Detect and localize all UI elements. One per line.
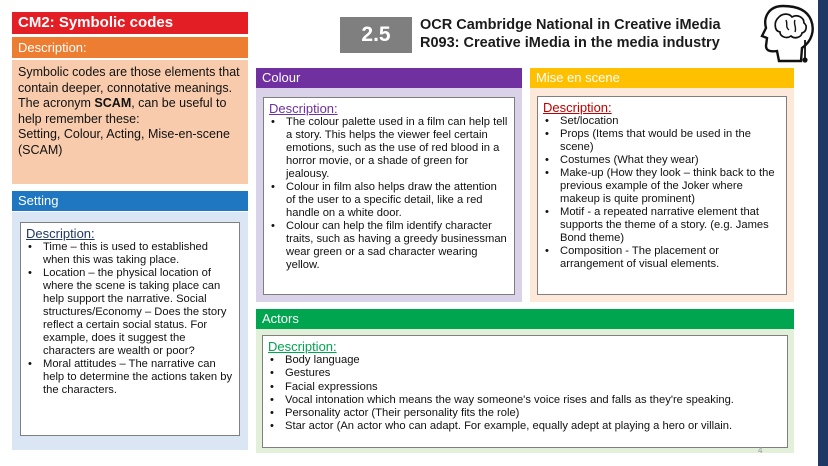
setting-list bbox=[26, 241, 234, 397]
mise-description-heading: Description: bbox=[543, 100, 612, 115]
scam-acronym: SCAM bbox=[94, 96, 132, 110]
list-item: • Set/location bbox=[543, 115, 781, 128]
actors-heading: Actors bbox=[256, 309, 794, 329]
list-item: • Colour can help the film identify character traits, such as having a greedy businessman wear green or a sad character wearing yellow. bbox=[269, 220, 509, 272]
setting-heading: Setting bbox=[12, 191, 248, 211]
intro-description-heading: Description: bbox=[12, 37, 248, 58]
actors-list bbox=[268, 354, 782, 434]
list-item: • Star actor (An actor who can adapt. For example, equally adept at playing a hero or villain. bbox=[268, 420, 782, 433]
list-item: • Make-up (How they look – think back to the previous example of the Joker where makeup is quite prominent) bbox=[543, 167, 781, 206]
page-title: CM2: Symbolic codes bbox=[12, 12, 248, 34]
course-title-line-1: OCR Cambridge National in Creative iMedia bbox=[420, 17, 721, 33]
colour-heading: Colour bbox=[256, 68, 522, 88]
list-item: • Location – the physical location of where the scene is taking place can help support the narrative. Social structures/Economy – Does the story reflect a certain social status. For example, does it suggest the characters are wealth or poor? bbox=[26, 267, 234, 358]
intro-description-body bbox=[12, 60, 248, 184]
intro-line-2 bbox=[18, 96, 242, 127]
actors-content bbox=[262, 335, 788, 448]
setting-description-heading: Description: bbox=[26, 226, 95, 241]
mise-en-scene-content bbox=[537, 96, 787, 295]
list-item: • Gestures bbox=[268, 367, 782, 380]
list-item: • Costumes (What they wear) bbox=[543, 154, 781, 167]
colour-list bbox=[269, 116, 509, 272]
list-item: • Facial expressions bbox=[268, 381, 782, 394]
list-item: • Composition - The placement or arrangement of visual elements. bbox=[543, 245, 781, 271]
page-number: 4 bbox=[758, 446, 763, 455]
colour-description-heading: Description: bbox=[269, 101, 338, 116]
list-item: • Personality actor (Their personality fits the role) bbox=[268, 407, 782, 420]
right-edge-bar bbox=[818, 0, 828, 466]
head-brain-icon bbox=[757, 0, 819, 68]
list-item: • The colour palette used in a film can help tell a story. This helps the viewer feel certain emotions, such as the use of red blood in a horror movie, or a shade of green for jealousy. bbox=[269, 116, 509, 181]
intro-line-3: Setting, Colour, Acting, Mise-en-scene (SCAM) bbox=[18, 127, 230, 157]
actors-description-heading: Description: bbox=[268, 339, 337, 354]
list-item: • Time – this is used to established when this was taking place. bbox=[26, 241, 234, 267]
list-item: • Moral attitudes – The narrative can help to determine the actions taken by the characters. bbox=[26, 358, 234, 397]
setting-content bbox=[20, 222, 240, 436]
list-item: • Body language bbox=[268, 354, 782, 367]
intro-line-1: Symbolic codes are those elements that contain deeper, connotative meanings. bbox=[18, 65, 240, 95]
course-title bbox=[420, 16, 721, 52]
intro-line-2-pre: The acronym bbox=[18, 96, 95, 110]
intro-line-2-post: , can be useful to help remember these: bbox=[18, 96, 227, 126]
list-item: • Motif - a repeated narrative element that supports the theme of a story. (e.g. James Bond theme) bbox=[543, 206, 781, 245]
unit-badge: 2.5 bbox=[340, 17, 412, 53]
course-title-line-2: R093: Creative iMedia in the media industry bbox=[420, 35, 720, 51]
list-item: • Colour in film also helps draw the attention of the user to a specific detail, like a red handle on a white door. bbox=[269, 181, 509, 220]
list-item: • Vocal intonation which means the way someone's voice rises and falls as they're speaking. bbox=[268, 394, 782, 407]
mise-list bbox=[543, 115, 781, 271]
mise-en-scene-heading: Mise en scene bbox=[530, 68, 794, 88]
colour-content bbox=[263, 97, 515, 295]
list-item: • Props (Items that would be used in the scene) bbox=[543, 128, 781, 154]
